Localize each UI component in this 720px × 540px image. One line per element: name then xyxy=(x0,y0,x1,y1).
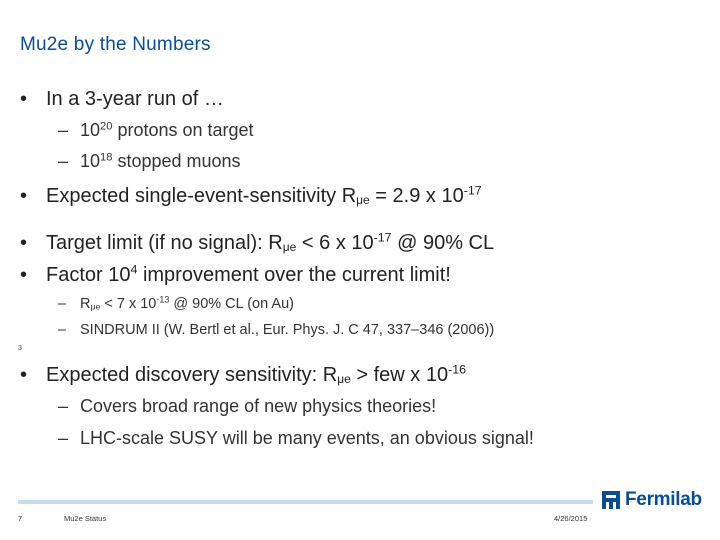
target-exponent: -17 xyxy=(373,230,392,245)
fermilab-logo xyxy=(600,489,702,511)
factor-rest: improvement over the current limit! xyxy=(137,264,451,286)
muons-exponent: 18 xyxy=(100,151,113,164)
bullet-marker: • xyxy=(20,264,28,286)
current-text: R xyxy=(80,296,91,312)
subbullet-current-limit xyxy=(58,296,294,312)
current-cl: @ 90% CL (on Au) xyxy=(169,296,294,312)
dash-marker: – xyxy=(58,296,67,312)
dash-marker: – xyxy=(58,396,69,416)
small-marker: 3 xyxy=(18,345,22,352)
subbullet-protons xyxy=(58,120,254,141)
slide-title: Mu2e by the Numbers xyxy=(20,34,211,55)
fermilab-logo-icon xyxy=(600,489,622,511)
muons-base: 10 xyxy=(80,151,101,171)
discovery-exponent: -16 xyxy=(448,362,467,377)
protons-base: 10 xyxy=(80,120,101,140)
bullet-factor xyxy=(20,264,451,287)
current-value: < 7 x 10 xyxy=(100,296,157,312)
footer-title: Mu2e Status xyxy=(64,514,107,523)
discovery-text: Expected discovery sensitivity: R xyxy=(46,364,338,386)
current-subscript: μe xyxy=(90,301,101,312)
bullet-run xyxy=(20,88,224,111)
dash-marker: – xyxy=(58,322,67,338)
dash-marker: – xyxy=(58,151,69,171)
target-text: Target limit (if no signal): R xyxy=(46,232,283,254)
ses-exponent: -17 xyxy=(463,183,482,198)
protons-exponent: 20 xyxy=(100,120,113,133)
covers-text: Covers broad range of new physics theories! xyxy=(80,396,437,416)
ses-subscript: μe xyxy=(356,192,370,207)
target-subscript: μe xyxy=(282,239,297,254)
bullet-ses xyxy=(20,185,482,208)
subbullet-sindrum xyxy=(58,322,494,338)
subbullet-lhc xyxy=(58,428,534,449)
footer-bar xyxy=(18,500,593,504)
bullet-target-limit xyxy=(20,232,494,255)
factor-exponent: 4 xyxy=(130,262,138,277)
target-cl: @ 90% CL xyxy=(391,232,495,254)
bullet-marker: • xyxy=(20,88,28,110)
footer-date: 4/26/2015 xyxy=(554,514,588,523)
bullet-run-text: In a 3-year run of … xyxy=(46,88,224,110)
current-exponent: -13 xyxy=(156,294,170,305)
target-value: < 6 x 10 xyxy=(296,232,374,254)
page-number: 7 xyxy=(18,514,23,523)
discovery-subscript: μe xyxy=(337,371,351,386)
fermilab-logo-text: Fermilab xyxy=(625,489,702,510)
lhc-text: LHC-scale SUSY will be many events, an obvious signal! xyxy=(80,428,534,448)
protons-text: protons on target xyxy=(112,120,254,140)
subbullet-muons xyxy=(58,151,241,172)
bullet-marker: • xyxy=(20,232,28,254)
ses-value: = 2.9 x 10 xyxy=(369,185,464,207)
ses-text: Expected single-event-sensitivity R xyxy=(46,185,357,207)
sindrum-reference: SINDRUM II (W. Bertl et al., Eur. Phys. J. C 47, 337–346 (2006)) xyxy=(80,322,495,338)
bullet-marker: • xyxy=(20,185,28,207)
dash-marker: – xyxy=(58,428,69,448)
factor-text: Factor 10 xyxy=(46,264,131,286)
discovery-value: > few x 10 xyxy=(350,364,449,386)
dash-marker: – xyxy=(58,120,69,140)
muons-text: stopped muons xyxy=(112,151,241,171)
bullet-discovery xyxy=(20,364,466,387)
bullet-marker: • xyxy=(20,364,28,386)
subbullet-covers xyxy=(58,396,436,417)
